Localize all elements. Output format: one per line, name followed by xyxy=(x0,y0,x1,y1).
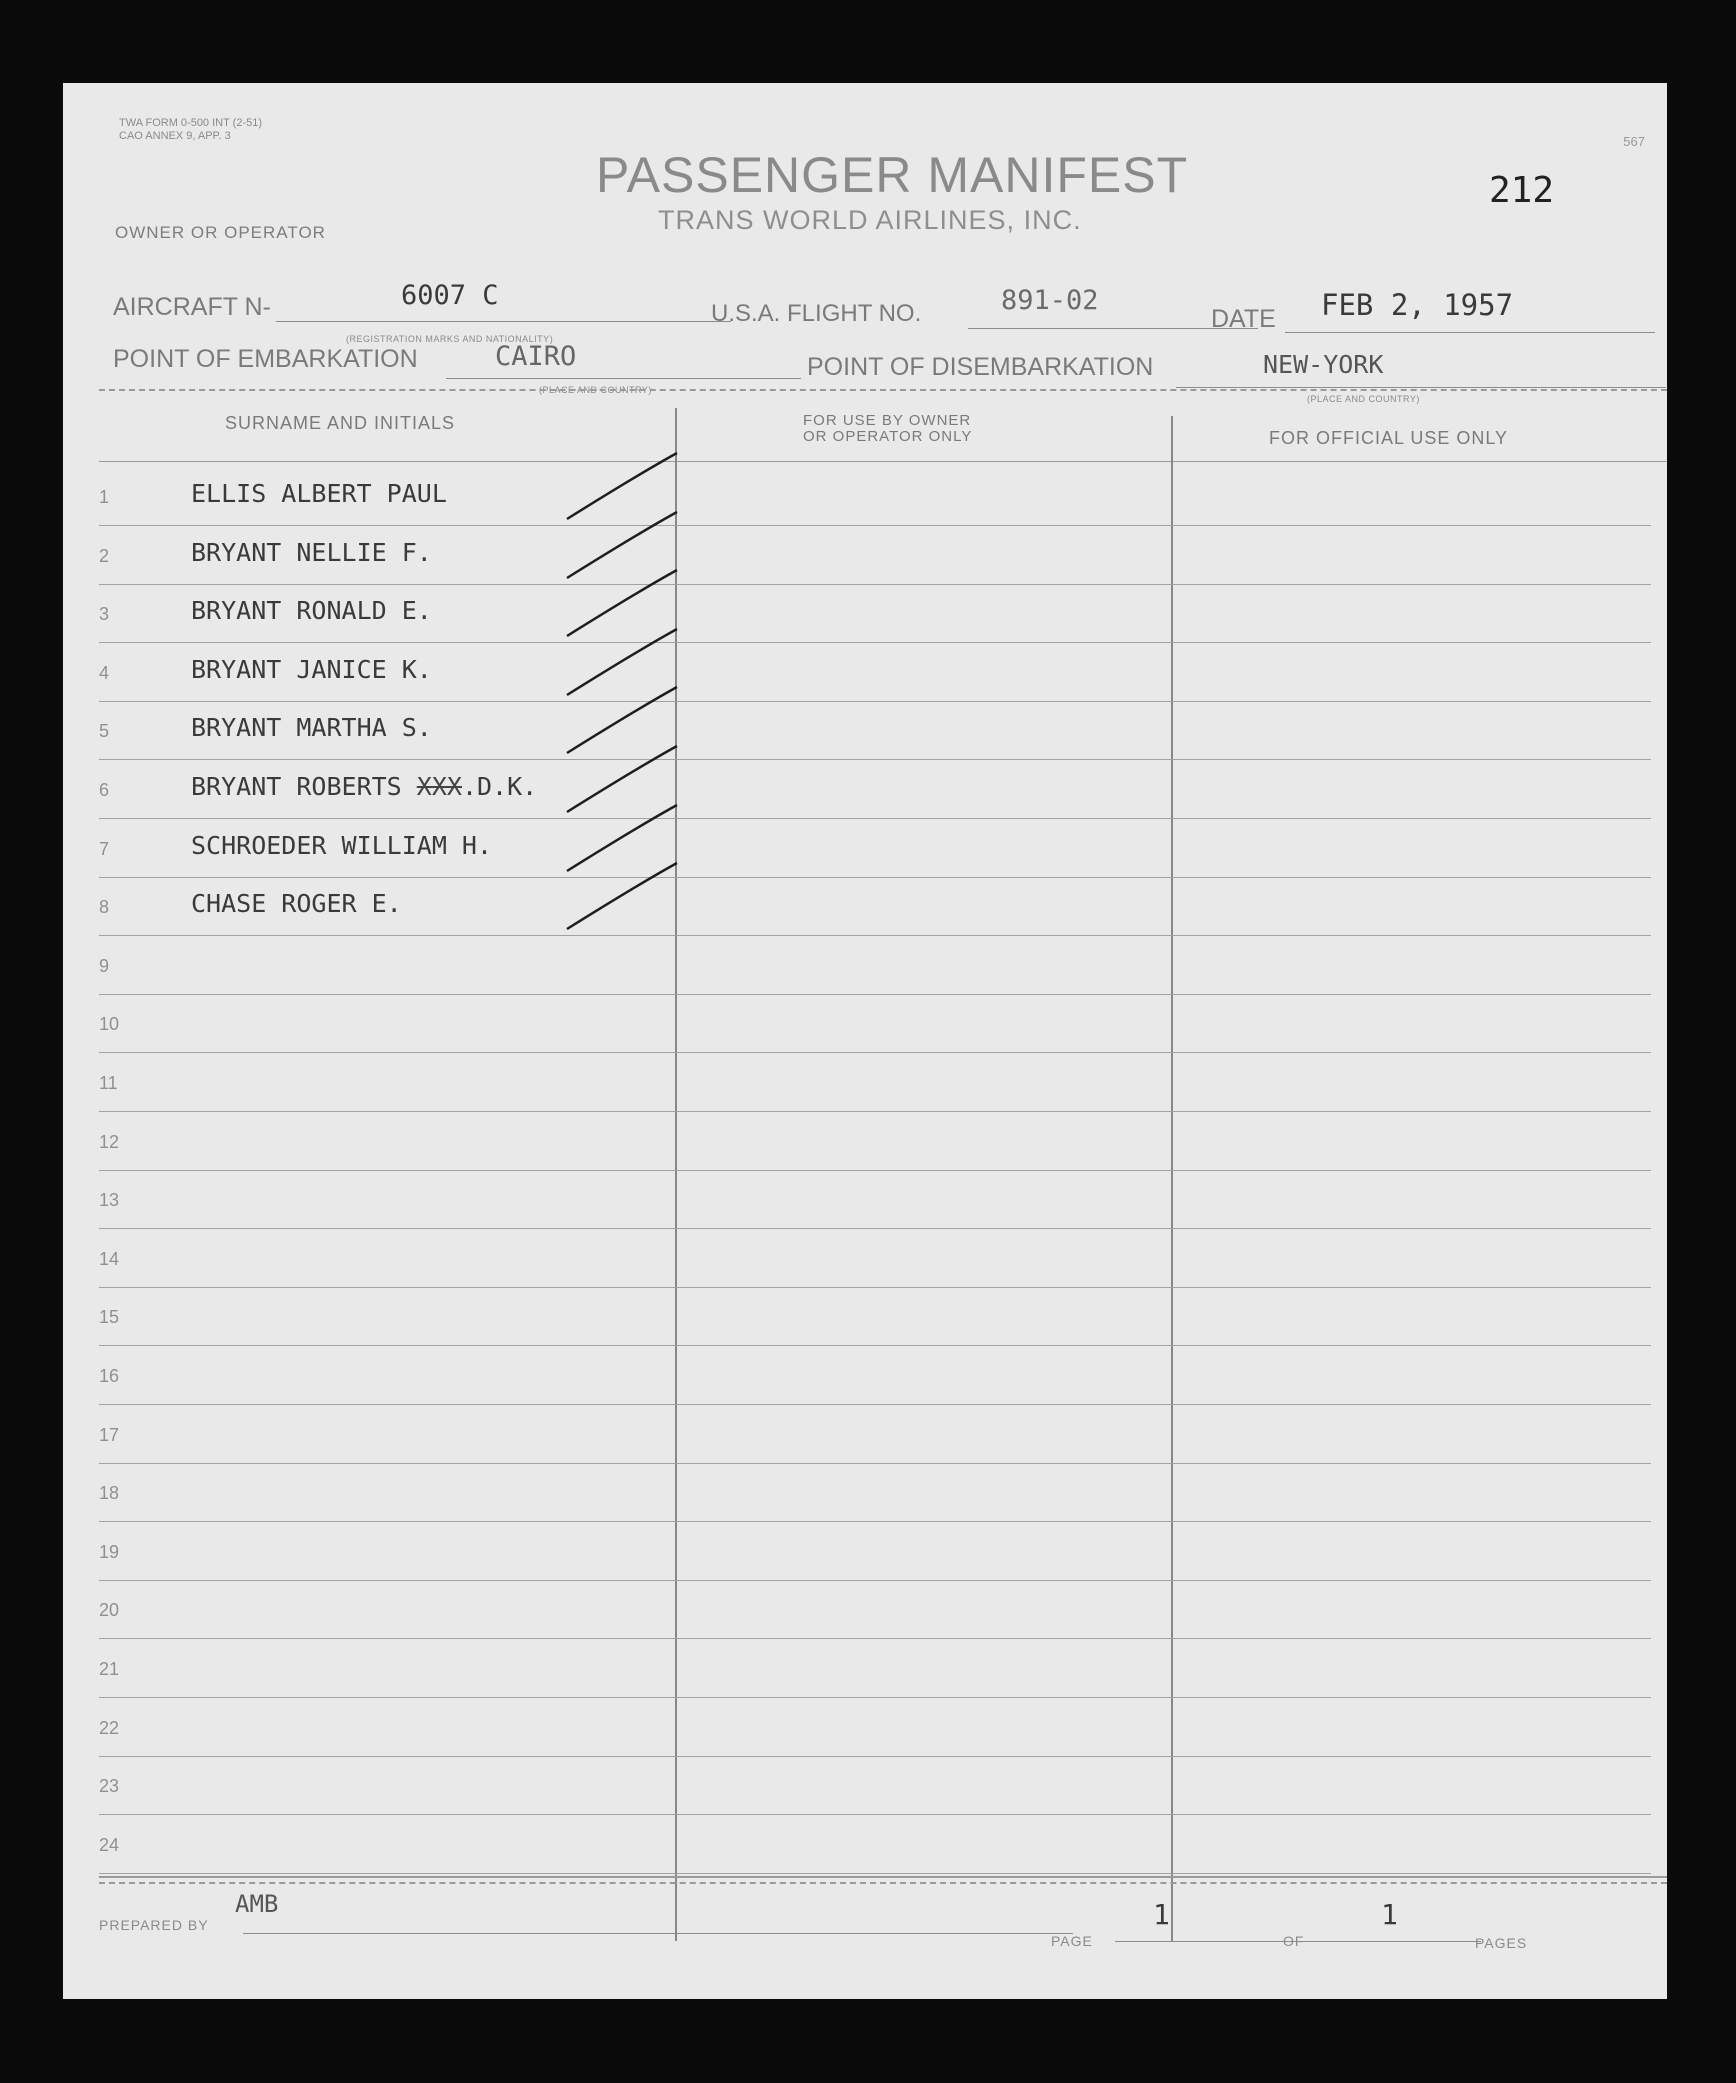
passenger-name: ELLIS ALBERT PAUL xyxy=(191,479,447,508)
row-number: 15 xyxy=(99,1307,120,1328)
aircraft-value: 6007 C xyxy=(401,280,499,311)
reference-number: 567 xyxy=(1623,134,1645,149)
row-divider xyxy=(99,1228,1651,1229)
table-row xyxy=(99,1762,1639,1820)
row-divider xyxy=(99,1580,1651,1581)
row-number: 23 xyxy=(99,1776,120,1797)
row-number: 5 xyxy=(99,721,110,742)
row-number: 18 xyxy=(99,1483,120,1504)
table-row xyxy=(99,1059,1639,1117)
row-divider xyxy=(99,1052,1651,1053)
row-divider xyxy=(99,935,1651,936)
row-number: 3 xyxy=(99,604,110,625)
airline-name: TRANS WORLD AIRLINES, INC. xyxy=(658,205,1082,235)
passenger-name: BRYANT NELLIE F. xyxy=(191,537,432,567)
row-number: 2 xyxy=(99,545,110,566)
embarkation-value: CAIRO xyxy=(495,341,577,372)
table-row xyxy=(99,1118,1639,1176)
row-number: 12 xyxy=(99,1131,120,1152)
page-label: PAGE xyxy=(1051,1933,1093,1949)
prepared-by-value: AMB xyxy=(235,1890,279,1918)
date-label: DATE xyxy=(1211,305,1276,333)
table-row xyxy=(99,1821,1639,1879)
passenger-name: BRYANT ROBERTS XXX.D.K. xyxy=(191,772,538,801)
table-row xyxy=(99,942,1639,1000)
column-header-surname: SURNAME AND INITIALS xyxy=(225,413,456,433)
flight-label: U.S.A. FLIGHT NO. xyxy=(711,300,922,327)
owner-label: OWNER OR OPERATOR xyxy=(115,223,326,242)
row-number: 6 xyxy=(99,780,110,800)
row-divider xyxy=(99,1287,1651,1288)
table-row xyxy=(99,883,1639,941)
row-divider xyxy=(99,1873,1651,1874)
passenger-name: CHASE ROGER E. xyxy=(191,889,402,919)
table-row xyxy=(99,1000,1639,1058)
row-number: 8 xyxy=(99,897,110,918)
row-divider xyxy=(99,1463,1651,1464)
date-value: FEB 2, 1957 xyxy=(1321,288,1514,322)
row-divider xyxy=(99,1638,1651,1639)
row-divider xyxy=(99,1697,1651,1698)
row-number: 7 xyxy=(99,838,110,859)
of-value: 1 xyxy=(1381,1898,1398,1931)
page-value: 1 xyxy=(1153,1898,1170,1931)
column-header-owner-use: FOR USE BY OWNER OR OPERATOR ONLY xyxy=(803,412,973,445)
check-mark-icon xyxy=(99,859,719,939)
row-divider xyxy=(99,1756,1651,1757)
row-number: 17 xyxy=(99,1424,120,1445)
table-row xyxy=(99,1645,1639,1703)
row-divider xyxy=(99,1111,1651,1112)
disembarkation-label: POINT OF DISEMBARKATION xyxy=(807,353,1154,381)
table-row xyxy=(99,1235,1639,1293)
table-row xyxy=(99,1352,1639,1410)
row-divider xyxy=(99,1814,1651,1815)
passenger-name: BRYANT MARTHA S. xyxy=(191,713,432,743)
table-row xyxy=(99,1176,1639,1234)
row-number: 16 xyxy=(99,1366,120,1386)
row-number: 14 xyxy=(99,1248,120,1269)
passenger-name: BRYANT RONALD E. xyxy=(191,596,432,626)
flight-value: 891-02 xyxy=(1001,285,1099,316)
row-number: 20 xyxy=(99,1600,120,1621)
form-identifier: TWA FORM 0-500 INT (2-51) CAO ANNEX 9, APP. 3 xyxy=(119,117,263,142)
registration-note: (REGISTRATION MARKS AND NATIONALITY) xyxy=(346,334,554,344)
disembarkation-value: NEW-YORK xyxy=(1263,350,1384,379)
row-number: 13 xyxy=(99,1190,120,1211)
row-divider xyxy=(99,1170,1651,1171)
manifest-sheet xyxy=(63,83,1667,1999)
struck-text: XXX xyxy=(416,772,462,801)
aircraft-label: AIRCRAFT N- xyxy=(113,293,271,321)
passenger-name: SCHROEDER WILLIAM H. xyxy=(191,830,493,860)
row-divider xyxy=(99,1345,1651,1346)
row-divider xyxy=(99,994,1651,995)
row-number: 21 xyxy=(99,1659,120,1679)
row-divider xyxy=(99,1404,1651,1405)
table-row xyxy=(99,1469,1639,1527)
row-number: 1 xyxy=(99,487,110,507)
disembarkation-note: (PLACE AND COUNTRY) xyxy=(1307,394,1420,404)
column-header-official: FOR OFFICIAL USE ONLY xyxy=(1269,428,1509,448)
table-row xyxy=(99,1293,1639,1351)
passenger-name: BRYANT JANICE K. xyxy=(191,654,432,684)
embarkation-label: POINT OF EMBARKATION xyxy=(113,345,418,373)
row-number: 24 xyxy=(99,1834,120,1855)
page-title: PASSENGER MANIFEST xyxy=(596,147,1189,203)
table-row xyxy=(99,1586,1639,1644)
sheet-number: 212 xyxy=(1489,170,1555,211)
pages-label: PAGES xyxy=(1475,1935,1528,1951)
prepared-by-label: PREPARED BY xyxy=(99,1917,209,1933)
table-row xyxy=(99,1411,1639,1469)
row-number: 11 xyxy=(99,1073,118,1093)
table-row xyxy=(99,1704,1639,1762)
row-number: 22 xyxy=(99,1717,120,1738)
of-label: OF xyxy=(1283,1933,1305,1949)
row-number: 4 xyxy=(99,662,110,683)
row-divider xyxy=(99,1521,1651,1522)
table-row xyxy=(99,1528,1639,1586)
embarkation-note: (PLACE AND COUNTRY) xyxy=(539,385,652,395)
row-number: 19 xyxy=(99,1541,120,1562)
row-number: 9 xyxy=(99,955,110,976)
row-number: 10 xyxy=(99,1014,120,1035)
